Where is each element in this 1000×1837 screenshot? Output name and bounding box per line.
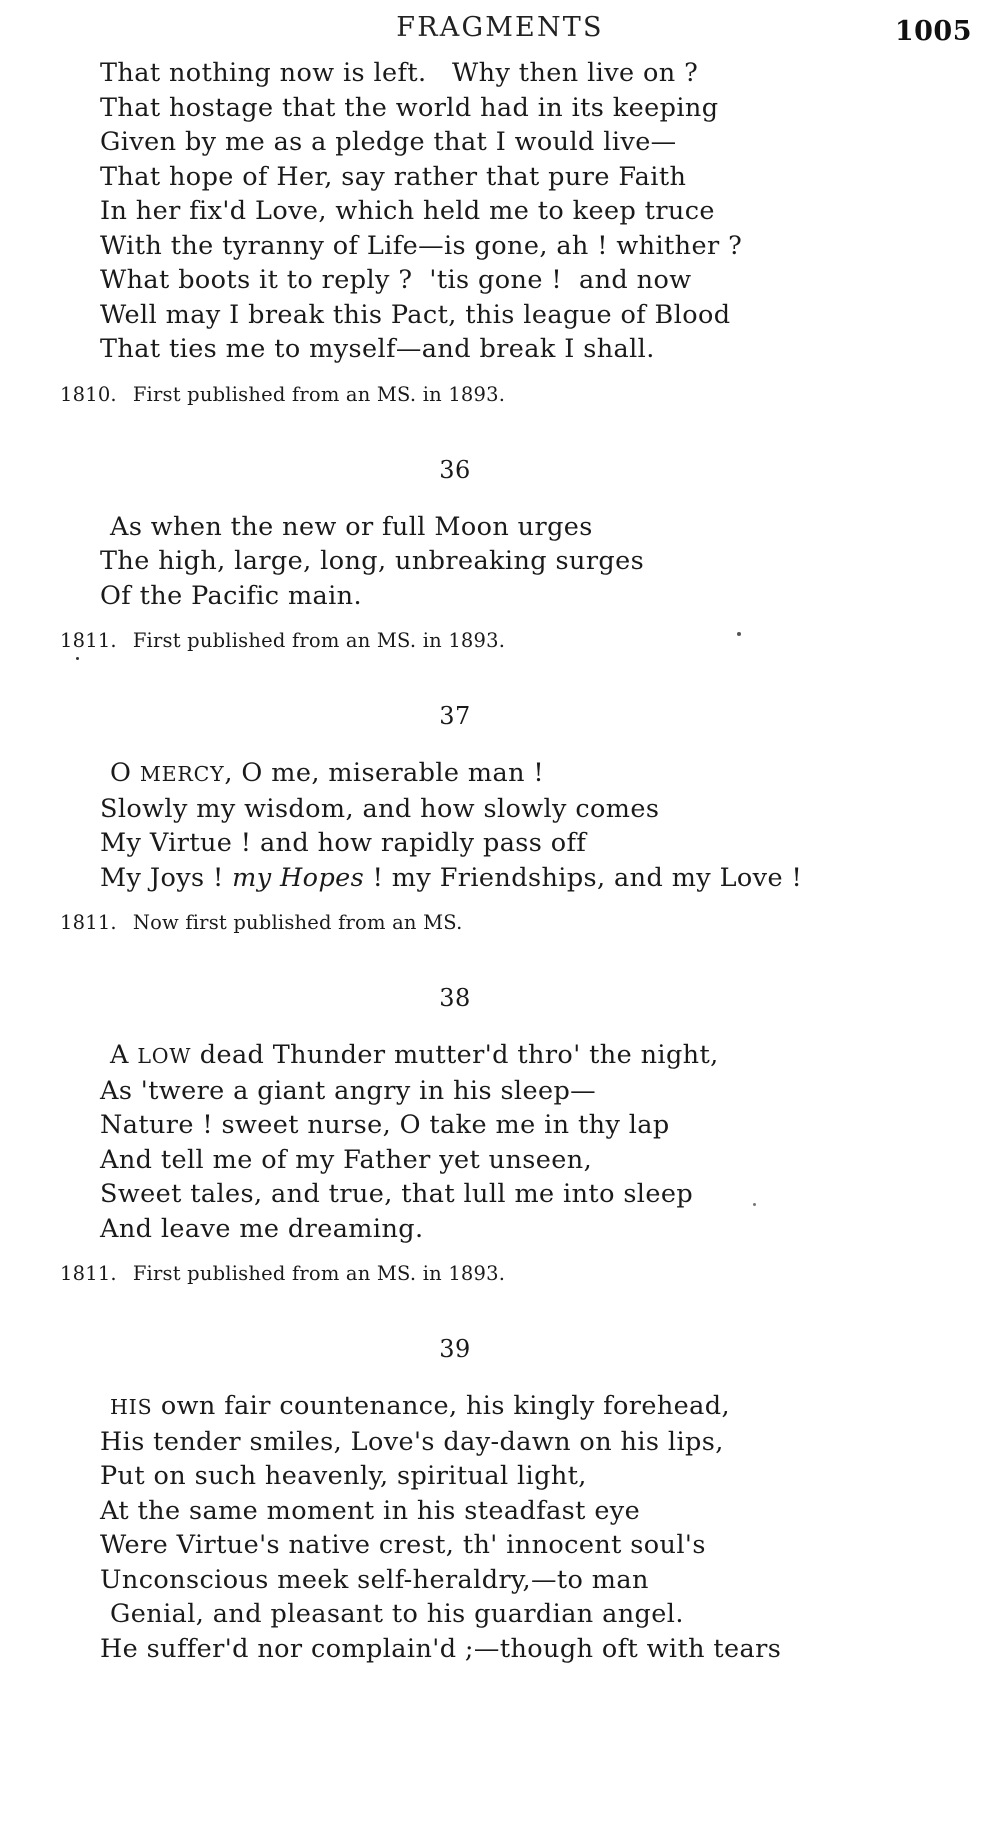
verse-line: And tell me of my Father yet unseen, bbox=[100, 1144, 593, 1175]
verse-text: O bbox=[110, 758, 140, 788]
publication-note bbox=[0, 1259, 1000, 1289]
verse-line: With the tyranny of Life—is gone, ah ! whither ? bbox=[100, 230, 743, 261]
publication-note bbox=[0, 380, 1000, 410]
verse-stanza bbox=[0, 56, 1000, 367]
verse-line: As when the new or full Moon urges bbox=[110, 511, 593, 542]
verse-line: My Virtue ! and how rapidly pass off bbox=[100, 828, 587, 858]
note-year: 1811. bbox=[60, 911, 117, 934]
verse-line: Slowly my wisdom, and how slowly comes bbox=[100, 793, 660, 824]
note-year: 1811. bbox=[60, 629, 117, 652]
verse-line: He suffer'd nor complain'd ;—though oft with tears bbox=[100, 1633, 782, 1664]
fragment-number: 36 bbox=[439, 455, 471, 484]
verse-stanza bbox=[0, 510, 1000, 614]
verse-text: A bbox=[110, 1040, 138, 1070]
note-text: Now first published from an MS. bbox=[132, 911, 463, 934]
verse-line: Given by me as a pledge that I would live— bbox=[100, 127, 677, 157]
verse-line: That hope of Her, say rather that pure Faith bbox=[100, 161, 687, 192]
fragment-number: 38 bbox=[439, 984, 471, 1012]
fragment-37 bbox=[0, 702, 1000, 938]
verse-line: Of the Pacific main. bbox=[100, 580, 363, 611]
note-year: 1811. bbox=[60, 1262, 117, 1285]
small-caps-text: HIS bbox=[110, 1395, 153, 1419]
page-header bbox=[0, 0, 1000, 56]
verse-line: And leave me dreaming. bbox=[100, 1213, 424, 1244]
verse-text: dead Thunder mutter'd thro' the night, bbox=[191, 1040, 719, 1070]
verse-stanza bbox=[0, 1038, 1000, 1246]
small-caps-text: MERCY bbox=[139, 762, 225, 786]
verse-continuation bbox=[0, 56, 1000, 410]
verse-line: As 'twere a giant angry in his sleep— bbox=[100, 1075, 597, 1106]
verse-line: His tender smiles, Love's day-dawn on his lips, bbox=[100, 1426, 724, 1457]
verse-line bbox=[0, 1038, 1000, 1074]
verse-line: Genial, and pleasant to his guardian angel. bbox=[110, 1599, 684, 1629]
fragment-number: 39 bbox=[439, 1335, 471, 1363]
verse-text: own fair countenance, his kingly forehead, bbox=[152, 1391, 730, 1421]
verse-text: ! my Friendships, and my Love ! bbox=[364, 862, 803, 893]
verse-line: Were Virtue's native crest, th' innocent soul's bbox=[100, 1530, 706, 1560]
verse-text: , O me, miserable man ! bbox=[224, 758, 545, 788]
fragment-36 bbox=[0, 456, 1000, 657]
verse-line: That nothing now is left. Why then live on ? bbox=[100, 58, 699, 88]
running-head-title: FRAGMENTS bbox=[396, 12, 604, 43]
verse-line bbox=[0, 756, 1000, 792]
fragment-number: 37 bbox=[439, 702, 471, 730]
verse-line: What boots it to reply ? 'tis gone ! and now bbox=[100, 265, 692, 295]
note-year: 1810. bbox=[60, 382, 117, 406]
fragment-39 bbox=[0, 1335, 1000, 1666]
scan-speck-icon bbox=[737, 632, 741, 636]
verse-stanza bbox=[0, 1389, 1000, 1666]
verse-line: Put on such heavenly, spiritual light, bbox=[100, 1461, 587, 1491]
note-text: First published from an MS. in 1893. bbox=[132, 382, 506, 406]
verse-line: That ties me to myself—and break I shall. bbox=[100, 334, 655, 364]
verse-line: Sweet tales, and true, that lull me into sleep bbox=[100, 1179, 694, 1209]
small-caps-text: LOW bbox=[137, 1044, 192, 1068]
fragment-38 bbox=[0, 984, 1000, 1289]
verse-stanza bbox=[0, 756, 1000, 895]
verse-line: Unconscious meek self-heraldry,—to man bbox=[100, 1564, 649, 1595]
note-text: First published from an MS. in 1893. bbox=[132, 629, 506, 652]
scan-speck-icon bbox=[76, 657, 79, 660]
publication-note bbox=[0, 908, 1000, 938]
verse-line: Nature ! sweet nurse, O take me in thy lap bbox=[100, 1110, 670, 1140]
publication-note bbox=[0, 626, 1000, 656]
verse-line: That hostage that the world had in its keeping bbox=[100, 92, 719, 123]
note-text: First published from an MS. in 1893. bbox=[132, 1262, 506, 1285]
verse-line: In her fix'd Love, which held me to keep truce bbox=[100, 196, 715, 226]
italic-text: my Hopes bbox=[232, 862, 365, 893]
page-number: 1005 bbox=[894, 16, 972, 47]
verse-text: My Joys ! bbox=[100, 862, 233, 893]
verse-line bbox=[0, 1389, 1000, 1425]
verse-line bbox=[0, 861, 1000, 896]
scan-speck-icon bbox=[753, 1203, 756, 1206]
verse-line: The high, large, long, unbreaking surges bbox=[100, 546, 645, 576]
verse-line: Well may I break this Pact, this league of Blood bbox=[100, 299, 731, 330]
verse-line: At the same moment in his steadfast eye bbox=[100, 1495, 641, 1526]
